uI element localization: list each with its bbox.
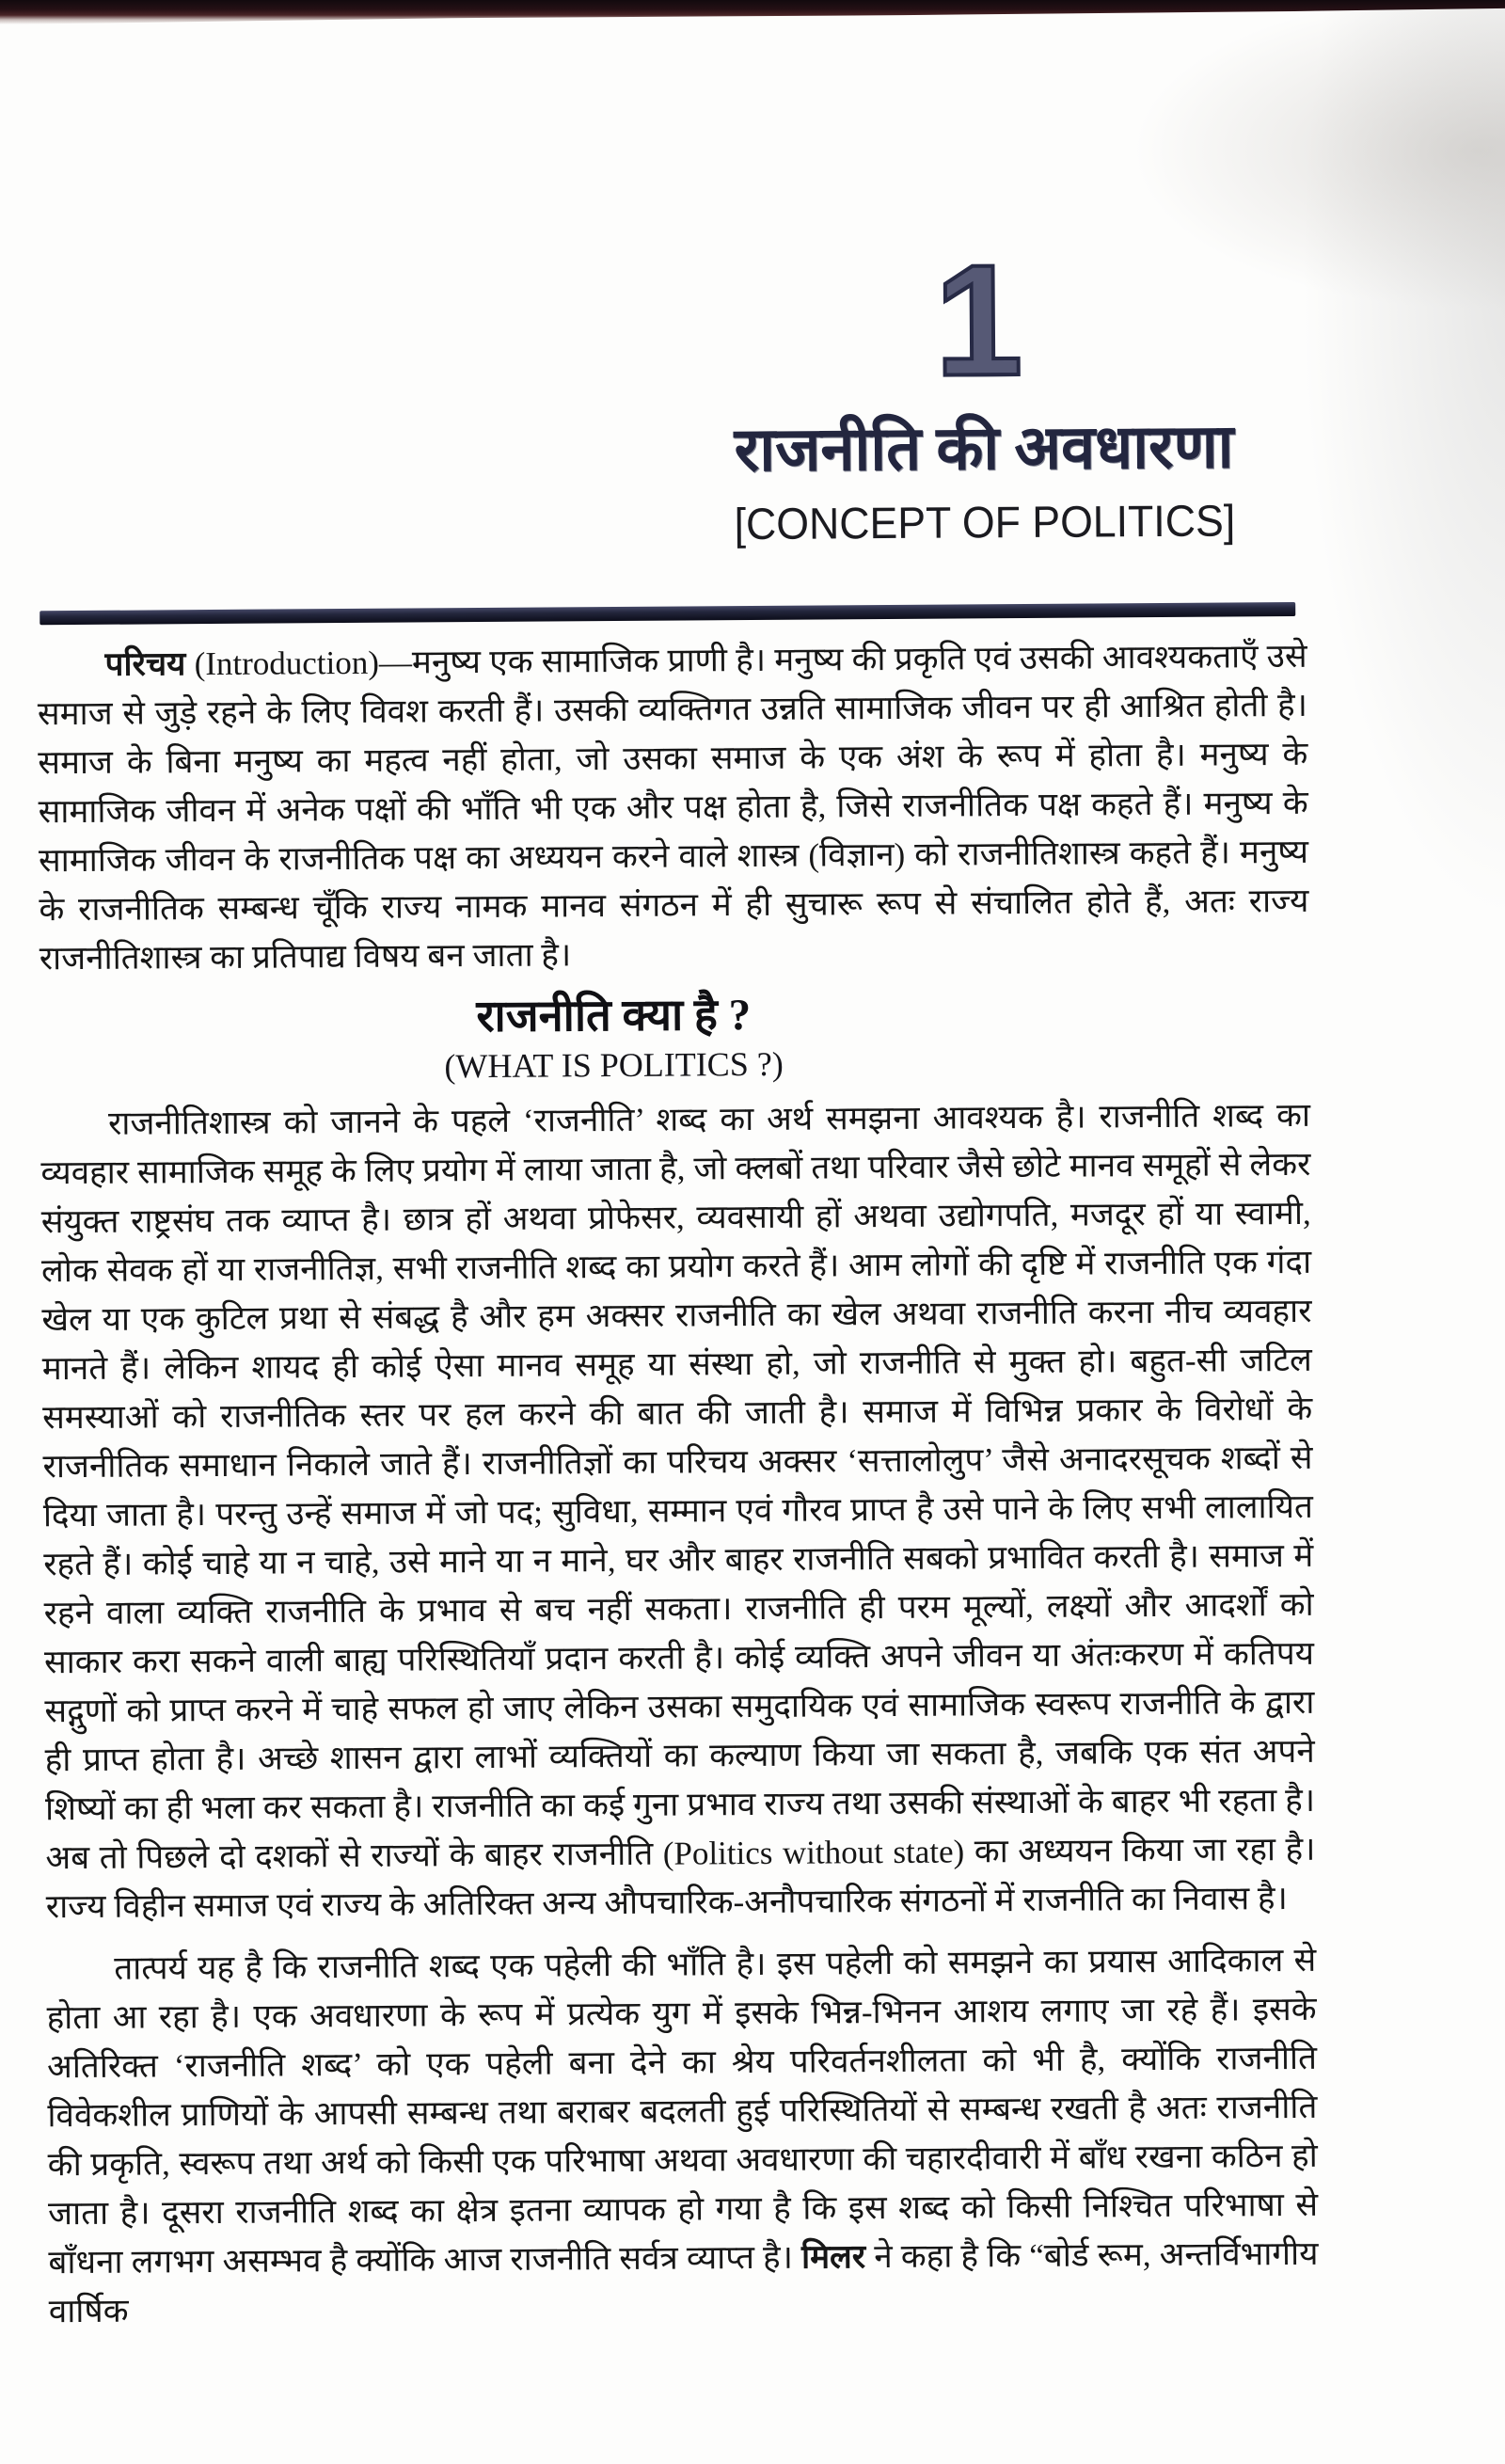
intro-paragraph — [37, 632, 1309, 983]
politics-meaning-paragraph: राजनीतिशास्त्र को जानने के पहले ‘राजनीति’ शब्द का अर्थ समझना आवश्यक है। राजनीति शब्द का व्यवहार सामाजिक समूह के लिए प्रयोग में लाया जाता है, जो क्लबों तथा परिवार जैसे छोटे मानव समूहों से लेकर संयुक्त राष्ट्रसंघ तक व्याप्त है। छात्र हों अथवा प्रोफेसर, व्यवसायी हों अथवा उद्योगपति, मजदूर हों या स्वामी, लोक सेवक हों या राजनीतिज्ञ, सभी राजनीति शब्द का प्रयोग करते हैं। आम लोगों की दृष्टि में राजनीति एक गंदा खेल या एक कुटिल प्रथा से संबद्ध है और हम अक्सर राजनीति का खेल अथवा राजनीति करना नीच व्यवहार मानते हैं। लेकिन शायद ही कोई ऐसा मानव समूह या संस्था हो, जो राजनीति से मुक्त हो। बहुत-सी जटिल समस्याओं को राजनीतिक स्तर पर हल करने की बात की जाती है। समाज में विभिन्न प्रकार के विरोधों के राजनीतिक समाधान निकाले जाते हैं। राजनीतिज्ञों का परिचय अक्सर ‘सत्तालोलुप’ जैसे अनादरसूचक शब्दों से दिया जाता है। परन्तु उन्हें समाज में जो पद; सुविधा, सम्मान एवं गौरव प्राप्त है उसे पाने के लिए सभी लालायित रहते हैं। कोई चाहे या न चाहे, उसे माने या न माने, घर और बाहर राजनीति सबको प्रभावित करती है। समाज में रहने वाला व्यक्ति राजनीति के प्रभाव से बच नहीं सकता। राजनीति ही परम मूल्यों, लक्ष्यों और आदर्शों को साकार करा सकने वाली बाह्य परिस्थितियाँ प्रदान करती है। कोई व्यक्ति अपने जीवन या अंतःकरण में कतिपय सद्गुणों को प्राप्त करने में चाहे सफल हो जाए लेकिन उसका समुदायिक एवं सामाजिक स्वरूप राजनीति के द्वारा ही प्राप्त होता है। अच्छे शासन द्वारा लाभों व्यक्तियों का कल्याण किया जा सकता है, जबकि एक संत अपने शिष्यों का ही भला कर सकता है। राजनीति का कई गुना प्रभाव राज्य तथा उसकी संस्थाओं के बाहर भी रहता है। अब तो पिछले दो दशकों से राज्यों के बाहर राजनीति (Politics without state) का अध्ययन किया जा रहा है। राज्य विहीन समाज एवं राज्य के अतिरिक्त अन्य औपचारिक-अनौपचारिक संगठनों में राजनीति का निवास है। — [40, 1096, 1316, 1926]
chapter-title-hindi: राजनीति की अवधारणा — [734, 413, 1234, 485]
chapter-title-block — [655, 412, 1314, 547]
intro-lead-hindi: परिचय — [104, 645, 186, 683]
chapter-number: 1 — [933, 231, 1023, 409]
intro-dash: — — [378, 644, 413, 681]
quoted-author-name: मिलर — [800, 2238, 866, 2276]
puzzle-quote-text: ने कहा है कि “बोर्ड रूम, अन्तर्विभागीय वार्षिक — [48, 2234, 1319, 2330]
section-heading-hindi: राजनीति क्या है ? — [476, 991, 752, 1042]
intro-body-text: मनुष्य एक सामाजिक प्राणी है। मनुष्य की प्रकृति एवं उसकी आवश्यकताएँ उसे समाज से जुड़े रहने के लिए विवश करती हैं। उसकी व्यक्तिगत उन्नति सामाजिक जीवन पर ही आश्रित होती है। समाज के बिना मनुष्य का महत्व नहीं होता, जो उसका समाज के एक अंश के रूप में होता है। मनुष्य के सामाजिक जीवन में अनेक पक्षों की भाँति भी एक और पक्ष होता है, जिसे राजनीतिक पक्ष कहते हैं। मनुष्य के सामाजिक जीवन के राजनीतिक पक्ष का अध्ययन करने वाले शास्त्र (विज्ञान) को राजनीतिशास्त्र कहते हैं। मनुष्य के राजनीतिक सम्बन्ध चूँकि राज्य नामक मानव संगठन में ही सुचारू रूप से संचालित होते हैं, अतः राज्य राजनीतिशास्त्र का प्रतिपाद्य विषय बन जाता है। — [37, 637, 1309, 978]
section-heading-english: (WHAT IS POLITICS ?) — [444, 1044, 784, 1086]
intro-lead-english: (Introduction) — [185, 644, 380, 683]
body-text-column — [37, 632, 1319, 2336]
politics-puzzle-paragraph — [46, 1936, 1319, 2336]
section-divider-rule — [40, 602, 1295, 625]
chapter-title-english: [CONCEPT OF POLITICS] — [734, 495, 1236, 548]
puzzle-body-text: तात्पर्य यह है कि राजनीति शब्द एक पहेली की भाँति है। इस पहेली को समझने का प्रयास आदिकाल से होता आ रहा है। एक अवधारणा के रूप में प्रत्येक युग में इसके भिन्न-भिनन आशय लगाए जा रहे हैं। इसके अतिरिक्त ‘राजनीति शब्द’ को एक पहेली बना देने का श्रेय परिवर्तनशीलता को भी है, क्योंकि राजनीति विवेकशील प्राणियों के आपसी सम्बन्ध तथा बराबर बदलती हुई परिस्थितियों से सम्बन्ध रखती है अतः राजनीति की प्रकृति, स्वरूप तथा अर्थ को किसी एक परिभाषा अथवा अवधारणा की चहारदीवारी में बाँध रखना कठिन हो जाता है। दूसरा राजनीति शब्द का क्षेत्र इतना व्यापक हो गया है कि इस शब्द को किसी निश्चित परिभाषा से बाँधना लगभग असम्भव है क्योंकि आज राजनीति सर्वत्र व्याप्त है। — [46, 1941, 1319, 2281]
